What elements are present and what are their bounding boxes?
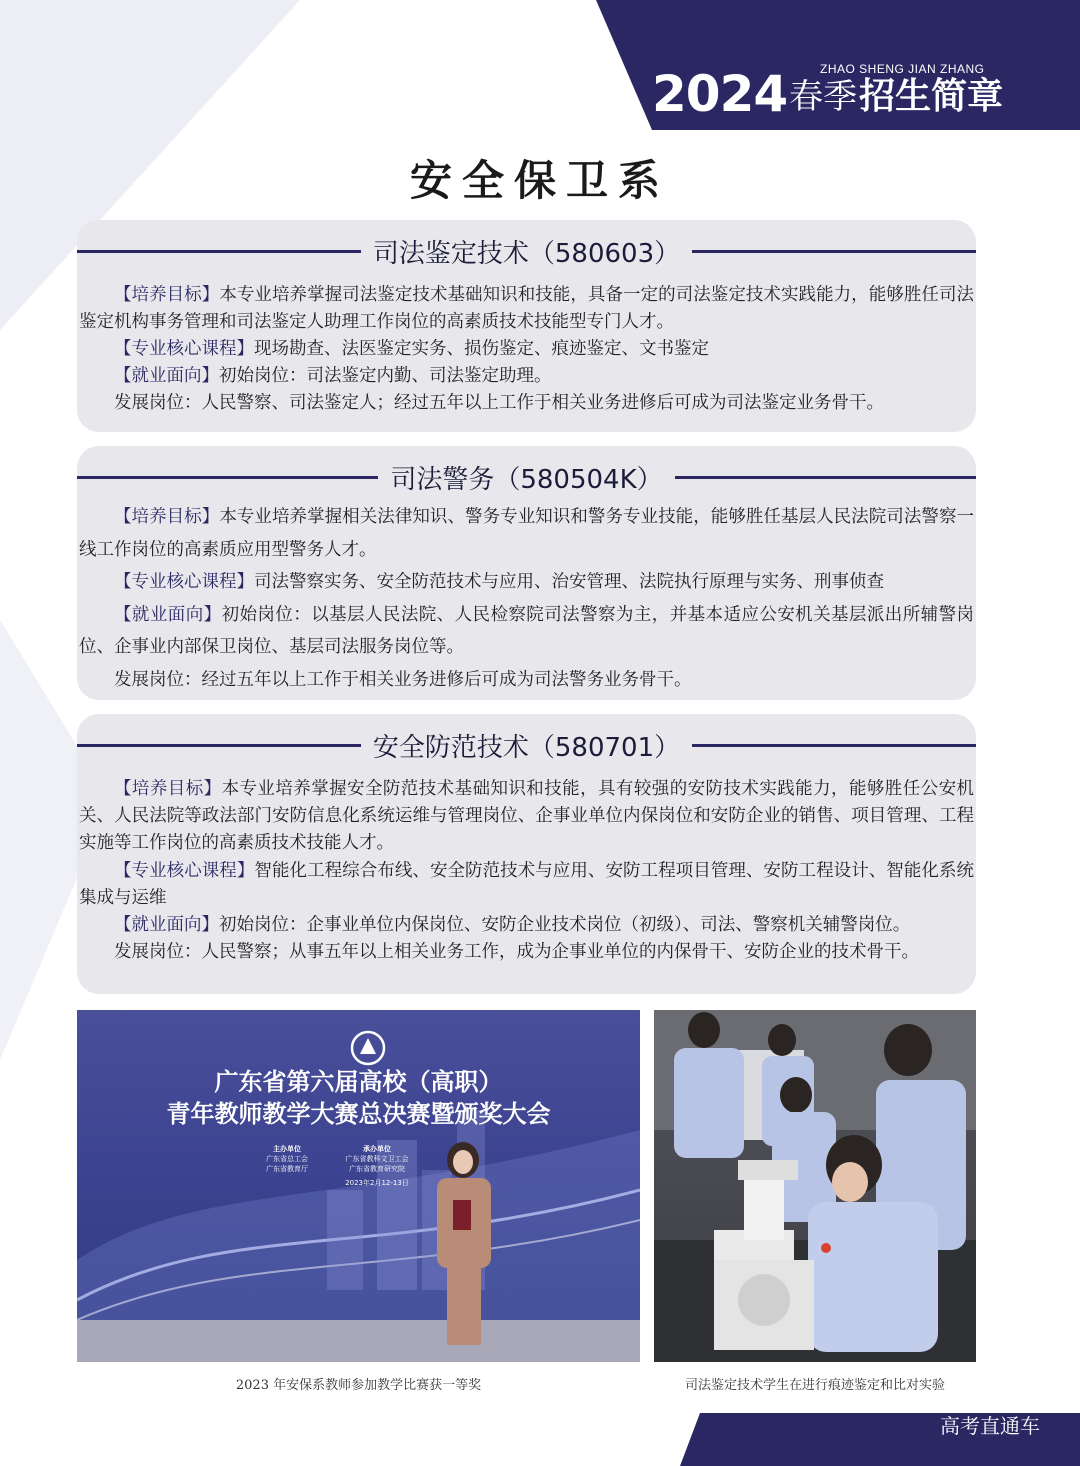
program-card-security-tech xyxy=(77,714,976,994)
paragraph-development: 发展岗位：人民警察、司法鉴定人；经过五年以上工作于相关业务进修后可成为司法鉴定业务骨干。 xyxy=(114,393,884,413)
header-year: 2024 xyxy=(652,65,788,123)
paragraph-employment: 【就业面向】初始岗位：企事业单位内保岗位、安防企业技术岗位（初级）、司法、警察机关辅警岗位。 xyxy=(114,915,911,936)
paragraph-goal: 【培养目标】本专业培养掌握安全防范技术基础知识和技能，具有较强的安防技术实践能力，能够胜任公安机关、人民法院等政法部门安防信息化系统运维与管理岗位、企事业单位内保岗位和安防企业的销售、项目管理、工程实施等工作岗位的高素质技术技能人才。 xyxy=(79,779,975,854)
program-title: 司法鉴定技术（580603） xyxy=(372,238,681,269)
program-card-forensic xyxy=(77,220,976,432)
header-main-title: 招生简章 xyxy=(859,76,1004,117)
program-body xyxy=(79,501,974,696)
photo-banner-text xyxy=(77,1066,640,1130)
program-header xyxy=(77,460,976,494)
competition-award-photo xyxy=(77,1010,640,1362)
paragraph-goal: 【培养目标】本专业培养掌握相关法律知识、警务专业知识和警务专业技能，能够胜任基层人民法院司法警察一线工作岗位的高素质应用型警务人才。 xyxy=(79,507,974,560)
paragraph-courses: 【专业核心课程】现场勘查、法医鉴定实务、损伤鉴定、痕迹鉴定、文书鉴定 xyxy=(114,339,709,359)
program-header xyxy=(77,234,976,268)
banner-line-2: 青年教师教学大赛总决赛暨颁奖大会 xyxy=(166,1100,551,1128)
paragraph-goal: 【培养目标】本专业培养掌握司法鉴定技术基础知识和技能，具备一定的司法鉴定技术实践能力，能够胜任司法鉴定机构事务管理和司法鉴定人助理工作岗位的高素质技术技能型专门人才。 xyxy=(79,285,974,332)
program-body xyxy=(79,776,974,966)
department-title: 安全保卫系 xyxy=(409,156,670,205)
lab-experiment-photo xyxy=(654,1010,976,1362)
banner-line-1: 广东省第六届高校（高职） xyxy=(214,1068,503,1096)
program-title: 安全防范技术（580701） xyxy=(372,732,681,763)
paragraph-development: 发展岗位：人民警察；从事五年以上相关业务工作，成为企事业单位的内保骨干、安防企业的技术骨干。 xyxy=(114,942,919,963)
banner-organizer-block: 承办单位 广东省教科文卫工会 广东省教育研究院 2023年2月12-13日 xyxy=(345,1145,409,1187)
paragraph-employment: 【就业面向】初始岗位：司法鉴定内勤、司法鉴定助理。 xyxy=(114,366,552,386)
page-number: 06/07 xyxy=(1004,84,1066,114)
banner-host-block: 主办单位 广东省总工会 广东省教育厅 xyxy=(266,1145,308,1173)
footer-brand: 高考直通车 xyxy=(940,1414,1040,1438)
header-pinyin: ZHAO SHENG JIAN ZHANG xyxy=(820,62,985,76)
photo1-caption: 2023 年安保系教师参加教学比赛获一等奖 xyxy=(235,1378,482,1393)
paragraph-courses: 【专业核心课程】智能化工程综合布线、安全防范技术与应用、安防工程项目管理、安防工程设计、智能化系统集成与运维 xyxy=(79,860,975,908)
program-title: 司法警务（580504K） xyxy=(390,464,663,495)
program-header xyxy=(77,728,976,762)
program-card-judicial-police xyxy=(77,446,976,700)
paragraph-courses: 【专业核心课程】司法警察实务、安全防范技术与应用、治安管理、法院执行原理与实务、刑事侦查 xyxy=(114,572,884,592)
lab-scene-graphic xyxy=(654,1010,976,1362)
program-body xyxy=(79,282,974,417)
paragraph-employment: 【就业面向】初始岗位：以基层人民法院、人民检察院司法警察为主，并基本适应公安机关基层派出所辅警岗位、企事业内部保卫岗位、基层司法服务岗位等。 xyxy=(79,604,975,657)
photo2-caption: 司法鉴定技术学生在进行痕迹鉴定和比对实验 xyxy=(684,1378,945,1393)
paragraph-development: 发展岗位：经过五年以上工作于相关业务进修后可成为司法警务业务骨干。 xyxy=(114,669,692,690)
header-season: 春季 xyxy=(789,77,858,117)
